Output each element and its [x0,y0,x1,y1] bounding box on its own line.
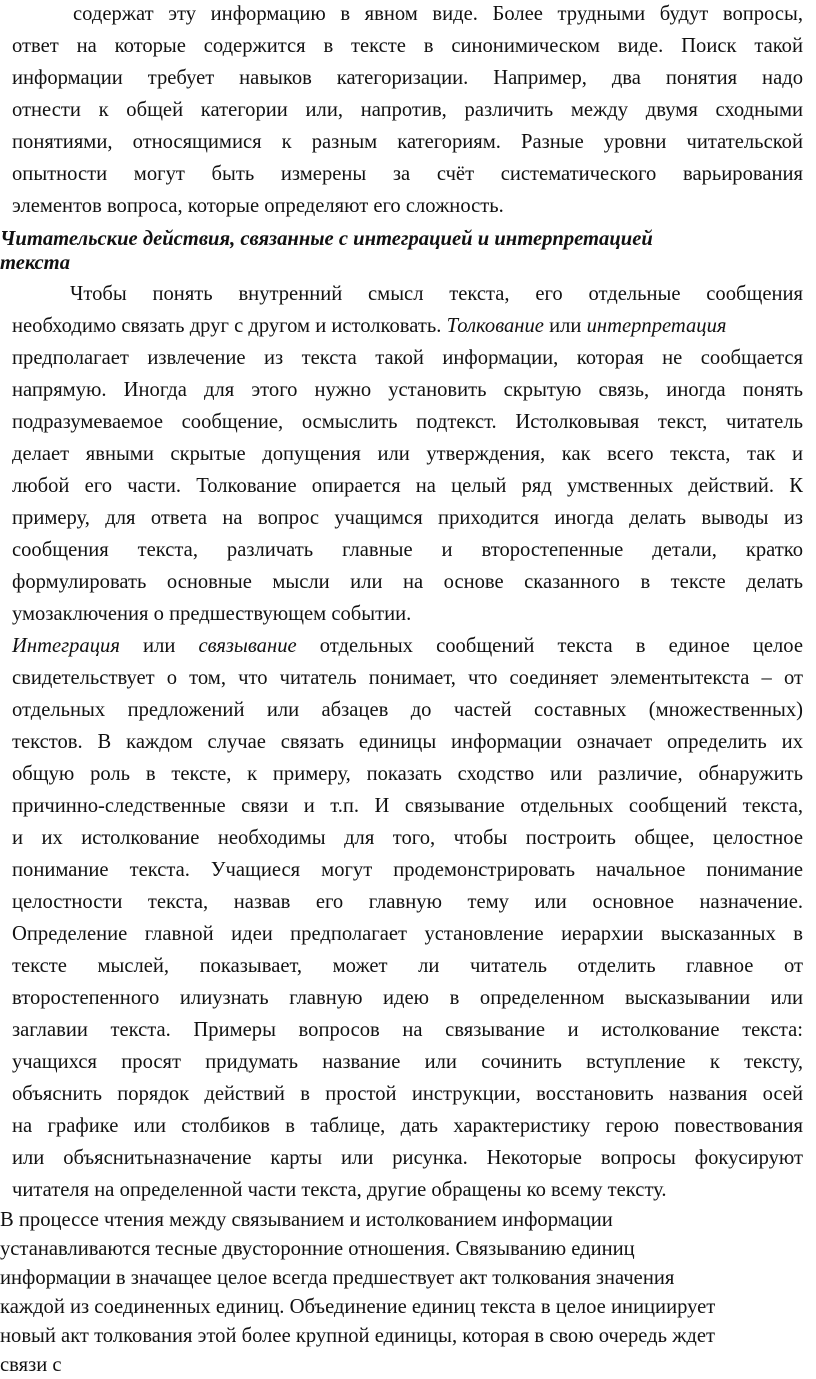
text-line: понимание текста. Учащиеся могут продемонстрировать начальное понимание [12,859,803,881]
text-line: сообщения текста, различать главные и второстепенные детали, кратко [12,539,803,561]
text-line: делает явными скрытые допущения или утверждения, как всего текста, так и [12,443,803,465]
text-run: или [549,315,582,337]
text-line: примеру, для ответа на вопрос учащимся приходится иногда делать выводы из [12,507,803,529]
text-line: общую роль в тексте, к примеру, показать сходство или различие, обнаружить [12,763,803,785]
text-line: причинно-следственные связи и т.п. И связывание отдельных сообщений текста, [12,795,803,817]
text-line: каждой из соединенных единиц. Объединение единиц текста в целое инициирует [0,1296,716,1318]
text-line: второстепенного илиузнать главную идею в определенном высказывании или [12,987,803,1009]
text-line: тексте мыслей, показывает, может ли читатель отделить главное от [12,955,803,977]
text-line: информации в значащее целое всегда предшествует акт толкования значения [0,1267,675,1289]
text-run: необходимо связать друг с другом и истолковать. [12,315,442,337]
text-line: объяснить порядок действий в простой инструкции, восстановить названия осей [12,1083,803,1105]
text-line: элементов вопроса, которые определяют его сложность. [12,195,504,217]
term-italic: интерпретация [586,315,727,337]
term-italic: Толкование [446,315,544,337]
text-line: текстов. В каждом случае связать единицы информации означает определить их [12,731,803,753]
section-heading: текста [0,252,70,274]
text-line: целостности текста, назвав его главную тему или основное назначение. [12,891,803,913]
text-line: или объяснитьназначение карты или рисунка. Некоторые вопросы фокусируют [12,1147,803,1169]
text-line [12,632,803,660]
text-line: любой его части. Толкование опирается на целый ряд умственных действий. К [12,475,803,497]
text-line: свидетельствует о том, что читатель понимает, что соединяет элементытекста – от [12,667,803,689]
text-line: содержат эту информацию в явном виде. Более трудными будут вопросы, [73,3,803,25]
text-line: заглавии текста. Примеры вопросов на связывание и истолкование текста: [12,1019,803,1041]
text-line [12,312,803,340]
text-line: устанавливаются тесные двусторонние отношения. Связыванию единиц [0,1238,635,1260]
text-line: Определение главной идеи предполагает установление иерархии высказанных в [12,923,803,945]
text-line: на графике или столбиков в таблице, дать характеристику герою повествования [12,1115,803,1137]
text-line: опытности могут быть измерены за счёт систематического варьирования [12,163,803,185]
term-italic: связывание [198,635,297,657]
text-line: учащихся просят придумать название или сочинить вступление к тексту, [12,1051,803,1073]
text-line: ответ на которые содержится в тексте в синонимическом виде. Поиск такой [12,35,803,57]
text-line: В процессе чтения между связыванием и истолкованием информации [0,1209,613,1231]
text-line: Чтобы понять внутренний смысл текста, его отдельные сообщения [70,283,803,305]
text-line: отнести к общей категории или, напротив, различить между двумя сходными [12,99,803,121]
section-heading: Читательские действия, связанные с интеграцией и интерпретацией [0,228,653,250]
text-line: формулировать основные мысли или на основе сказанного в тексте делать [12,571,803,593]
text-run: или [143,635,176,657]
text-line: информации требует навыков категоризации. Например, два понятия надо [12,67,803,89]
text-run: отдельных сообщений текста в единое целое [319,635,803,657]
text-line: понятиями, относящимися к разным категориям. Разные уровни читательской [12,131,803,153]
text-line: читателя на определенной части текста, другие обращены ко всему тексту. [12,1179,667,1201]
text-line: умозаключения о предшествующем событии. [12,603,412,625]
text-line: напрямую. Иногда для этого нужно установить скрытую связь, иногда понять [12,379,803,401]
term-italic: Интеграция [12,635,120,657]
text-line: подразумеваемое сообщение, осмыслить подтекст. Истолковывая текст, читатель [12,411,803,433]
text-line: предполагает извлечение из текста такой информации, которая не сообщается [12,347,803,369]
text-line: отдельных предложений или абзацев до частей составных (множественных) [12,699,803,721]
text-line: связи с [0,1354,62,1376]
text-line: и их истолкование необходимы для того, чтобы построить общее, целостное [12,827,803,849]
text-line: новый акт толкования этой более крупной единицы, которая в свою очередь ждет [0,1325,716,1347]
